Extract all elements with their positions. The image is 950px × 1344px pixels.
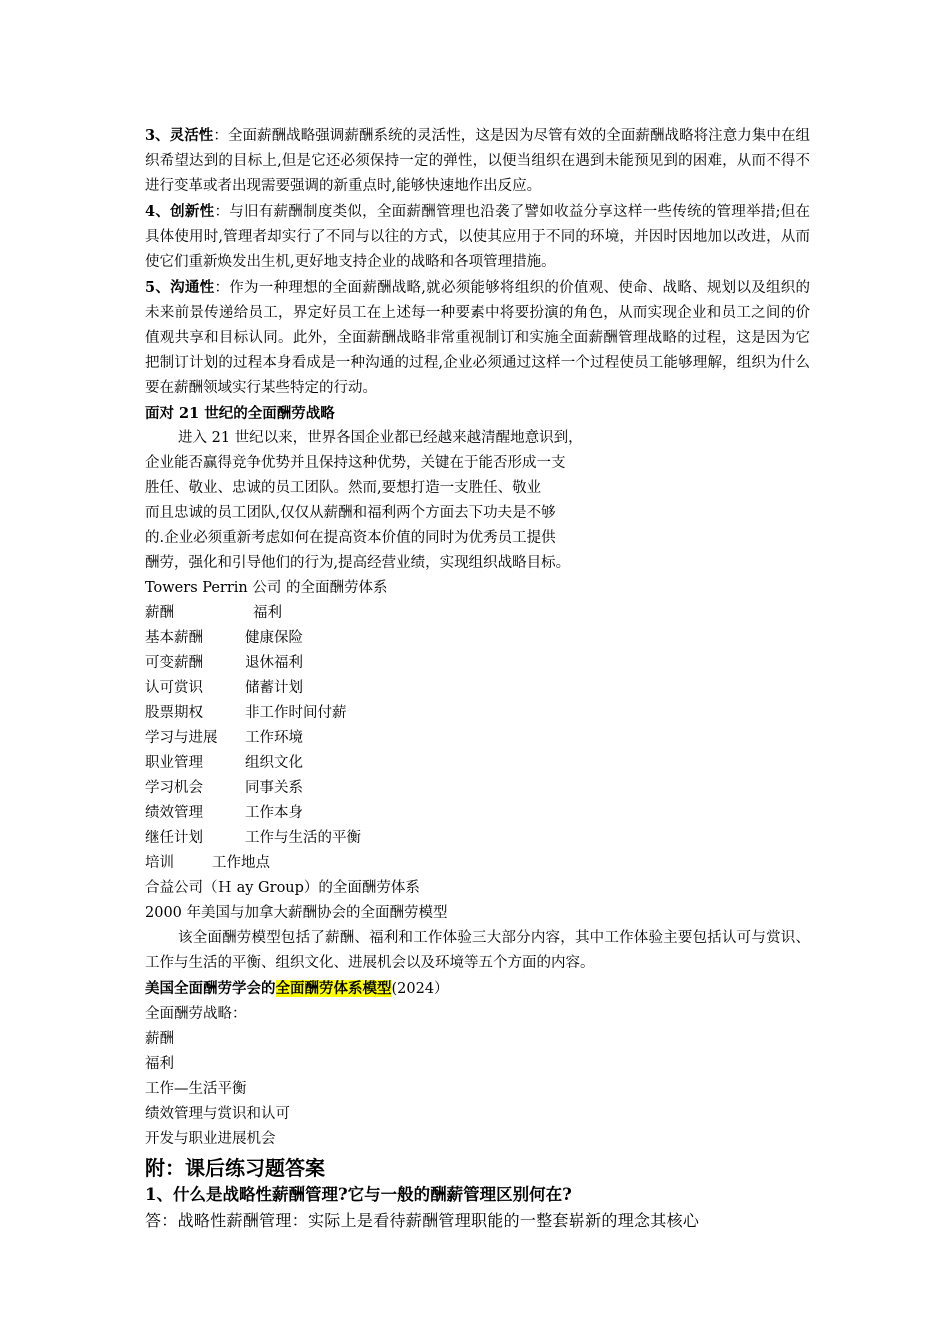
list-row: 认可赏识 储蓄计划 <box>145 680 303 696</box>
strategy-line: 胜任、敬业、忠诚的员工团队。然而,要想打造一支胜任、敬业 <box>145 480 542 496</box>
model-2000-title: 2000 年美国与加拿大薪酬协会的全面酬劳模型 <box>145 905 448 921</box>
innovation-text: 与旧有薪酬制度类似，全面薪酬管理也沿袭了譬如收益分享这样一些传统的管理举措;但在具体使用时,管理者却实行了不同与以往的方式，以使其应用于不同的环境，并因时因地加以改进，从而使它们重新焕发出生机,更好地支持企业的战略和各项管理措施。 <box>145 204 811 270</box>
strategy-line: 的.企业必须重新考虑如何在提高资本价值的同时为优秀员工提供 <box>145 530 556 546</box>
document-page <box>145 123 810 1235</box>
list-row: 可变薪酬 退休福利 <box>145 655 303 671</box>
flexibility-title: 3、灵活性 <box>145 127 214 144</box>
strategy-item: 工作—生活平衡 <box>145 1081 247 1097</box>
answer-1: 答：战略性薪酬管理：实际上是看待薪酬管理职能的一整套崭新的理念其核心 <box>145 1211 700 1230</box>
strategy-item: 福利 <box>145 1056 174 1072</box>
model-2000-text: 该全面酬劳模型包括了薪酬、福利和工作体验三大部分内容，其中工作体验主要包括认可与赏识、工作与生活的平衡、组织文化、进展机会以及环境等五个方面的内容。 <box>145 930 810 971</box>
list-row: 职业管理 组织文化 <box>145 755 303 771</box>
strategy-line: 进入 21 世纪以来，世界各国企业都已经越来越清醒地意识到， <box>178 430 583 446</box>
strategy-item: 全面酬劳战略： <box>145 1006 247 1022</box>
flexibility-text: 全面薪酬战略强调薪酬系统的灵活性，这是因为尽管有效的全面薪酬战略将注意力集中在组织希望达到的目标上,但是它还必须保持一定的弹性，以便当组织在遇到未能预见到的困难，从而不得不进行变革或者出现需要强调的新重点时,能够快速地作出反应。 <box>145 128 811 194</box>
strategy-line: 酬劳，强化和引导他们的行为,提高经营业绩，实现组织战略目标。 <box>145 555 571 571</box>
innovation-title: 4、创新性 <box>145 203 215 220</box>
list-row: 绩效管理 工作本身 <box>145 805 303 821</box>
communication-text: 作为一种理想的全面薪酬战略,就必须能够将组织的价值观、使命、战略、规划以及组织的未来前景传递给员工，界定好员工在上述每一种要素中将要扮演的角色，从而实现企业和员工之间的价值观共享和目标认同。此外，全面薪酬战略非常重视制订和实施全面薪酬管理战略的过程，这是因为它把制订计划的过程本身看成是一种沟通的过程,企业必须通过这样一个过程使员工能够理解，组织为什么要在薪酬领域实行某些特定的行动。 <box>145 280 811 396</box>
worldatwork-heading: 美国全面酬劳学会的全面酬劳体系模型(2024） <box>145 980 449 997</box>
strategy-item: 薪酬 <box>145 1031 174 1047</box>
list-row: 基本薪酬 健康保险 <box>145 630 303 646</box>
hay-group-title: 合益公司（Ｈ ay Group）的全面酬劳体系 <box>145 880 420 896</box>
highlighted-text: 全面酬劳体系模型 <box>275 980 392 997</box>
towers-perrin-title: Towers Perrin 公司 的全面酬劳体系 <box>145 580 388 596</box>
list-row: 继任计划 工作与生活的平衡 <box>145 830 361 846</box>
towers-perrin-list <box>145 601 810 876</box>
innovation-paragraph: 4、创新性：与旧有薪酬制度类似，全面薪酬管理也沿袭了譬如收益分享这样一些传统的管理举措;但在具体使用时,管理者却实行了不同与以往的方式，以使其应用于不同的环境，并因时因地加以改进，从而使它们重新焕发出生机,更好地支持企业的战略和各项管理措施。 <box>145 203 811 270</box>
list-row: 股票期权 非工作时间付薪 <box>145 705 347 721</box>
strategy-line: 而且忠诚的员工团队,仅仅从薪酬和福利两个方面去下功夫是不够 <box>145 505 556 521</box>
communication-title: 5、沟通性 <box>145 279 215 296</box>
appendix-title: 附：课后练习题答案 <box>145 1156 325 1180</box>
list-row: 培训 工作地点 <box>145 855 270 871</box>
flexibility-paragraph: 3、灵活性：全面薪酬战略强调薪酬系统的灵活性，这是因为尽管有效的全面薪酬战略将注意力集中在组织希望达到的目标上,但是它还必须保持一定的弹性，以便当组织在遇到未能预见到的困难，从而不得不进行变革或者出现需要强调的新重点时,能够快速地作出反应。 <box>145 127 811 194</box>
question-1: 1、什么是战略性薪酬管理?它与一般的酬薪管理区别何在? <box>145 1185 572 1204</box>
list-row: 薪酬 福利 <box>145 605 282 621</box>
strategy-item: 开发与职业进展机会 <box>145 1131 276 1147</box>
communication-paragraph: 5、沟通性：作为一种理想的全面薪酬战略,就必须能够将组织的价值观、使命、战略、规划以及组织的未来前景传递给员工，界定好员工在上述每一种要素中将要扮演的角色，从而实现企业和员工之间的价值观共享和目标认同。此外，全面薪酬战略非常重视制订和实施全面薪酬管理战略的过程，这是因为它把制订计划的过程本身看成是一种沟通的过程,企业必须通过这样一个过程使员工能够理解，组织为什么要在薪酬领域实行某些特定的行动。 <box>145 279 811 396</box>
list-row: 学习与进展 工作环境 <box>145 730 303 746</box>
strategy-heading: 面对 21 世纪的全面酬劳战略 <box>145 405 335 422</box>
list-row: 学习机会 同事关系 <box>145 780 303 796</box>
strategy-item: 绩效管理与赏识和认可 <box>145 1106 290 1122</box>
strategy-line: 企业能否赢得竞争优势并且保持这种优势，关键在于能否形成一支 <box>145 455 566 471</box>
